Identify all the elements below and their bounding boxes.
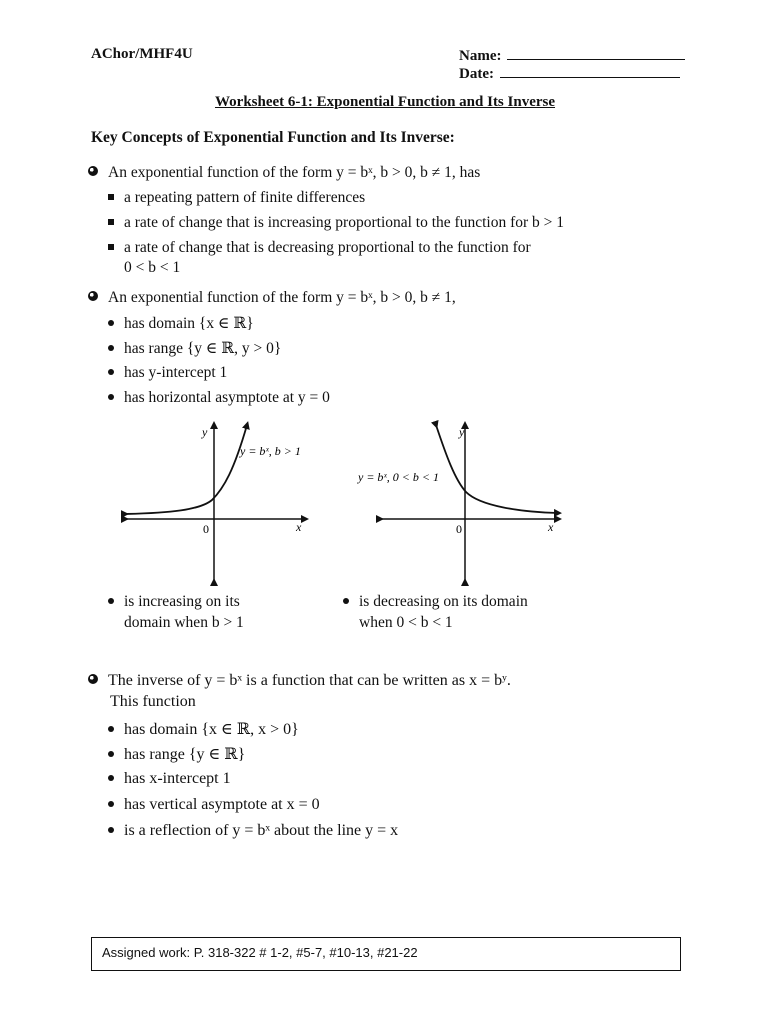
list-item: has vertical asymptote at x = 0 (108, 796, 320, 814)
bullet-icon (108, 801, 114, 807)
list-item: has domain {x ∈ ℝ} (108, 314, 254, 333)
left-curve (125, 425, 247, 514)
bullet-icon (108, 827, 114, 833)
bullet-icon (108, 726, 114, 732)
graph-note-left: is increasing on its (108, 593, 240, 611)
section3-intro: The inverse of y = bˣ is a function that can be written as x = bʸ. (88, 672, 511, 690)
left-x-label: x (296, 520, 302, 534)
list-item: is a reflection of y = bˣ about the line y = x (108, 822, 398, 840)
bullet-icon (108, 775, 114, 781)
section1-intro: An exponential function of the form y = bˣ, b > 0, b ≠ 1, has (88, 164, 480, 182)
list-item: a rate of change that is increasing proportional to the function for b > 1 (108, 214, 564, 232)
section2-intro: An exponential function of the form y = bˣ, b > 0, b ≠ 1, (88, 289, 456, 307)
list-item: a repeating pattern of finite differences (108, 189, 365, 207)
list-item: has horizontal asymptote at y = 0 (108, 389, 330, 407)
list-item: a rate of change that is decreasing proportional to the function for (108, 239, 531, 257)
right-curve (436, 425, 558, 513)
section-bullet-icon (88, 674, 98, 684)
bullet-icon (343, 598, 349, 604)
date-label: Date: (459, 66, 494, 82)
bullet-icon (108, 751, 114, 757)
assigned-work-text: Assigned work: P. 318-322 # 1-2, #5-7, #10-13, #21-22 (102, 945, 418, 960)
name-label: Name: (459, 48, 502, 64)
list-item: has range {y ∈ ℝ, y > 0} (108, 339, 281, 358)
list-item: has range {y ∈ ℝ} (108, 744, 245, 764)
left-curve-label: y = bˣ, b > 1 (240, 444, 301, 458)
course-code: AChor/MHF4U (91, 46, 193, 62)
list-item-continued: 0 < b < 1 (124, 259, 181, 276)
section3-intro-continued: This function (110, 693, 196, 710)
graph-note-right: is decreasing on its domain (343, 593, 528, 611)
bullet-icon (108, 598, 114, 604)
list-item: has y-intercept 1 (108, 364, 227, 382)
graph-note-right-continued: when 0 < b < 1 (359, 614, 453, 631)
right-y-label: y (459, 425, 465, 439)
right-x-label: x (548, 520, 554, 534)
graph-increasing (125, 425, 305, 582)
right-curve-label: y = bˣ, 0 < b < 1 (358, 470, 440, 484)
left-origin-label: 0 (203, 522, 209, 536)
right-origin-label: 0 (456, 522, 462, 536)
worksheet-title: Worksheet 6-1: Exponential Function and Its Inverse (214, 94, 556, 110)
assigned-work-box (91, 937, 681, 971)
graph-decreasing (357, 425, 558, 582)
left-y-label: y (202, 425, 208, 439)
graph-note-left-continued: domain when b > 1 (124, 614, 244, 631)
list-item: has x-intercept 1 (108, 770, 231, 788)
list-item: has domain {x ∈ ℝ, x > 0} (108, 719, 299, 739)
key-concepts-heading: Key Concepts of Exponential Function and Its Inverse: (91, 129, 455, 146)
